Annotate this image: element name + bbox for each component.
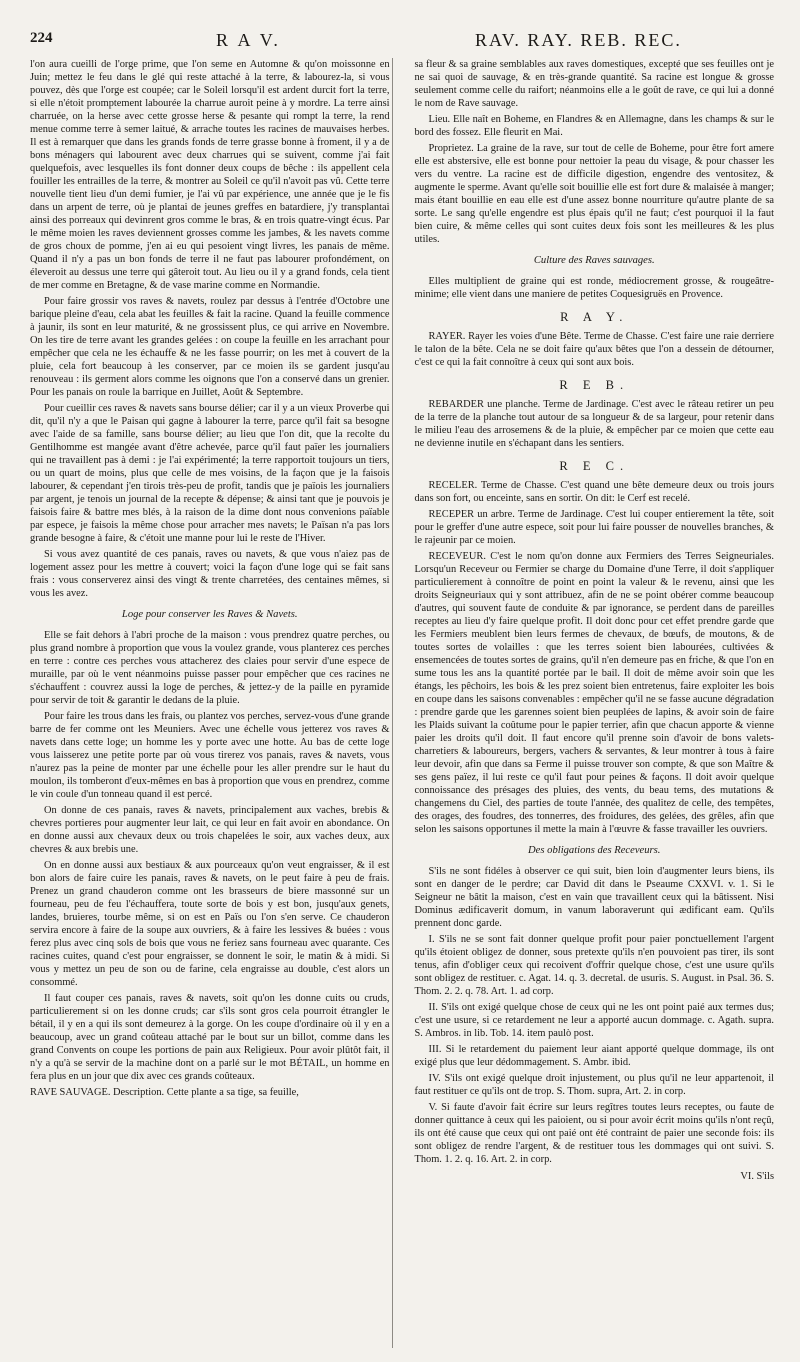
paragraph: S'ils ne sont fidéles à observer ce qui suit, bien loin d'augmenter leurs biens, ils sont en danger de le perdre; car David dit dans le Pseaume CXXVI. v. 1. Si le Seigneur ne bâtit la maison, c'est en vain que travaillent ceux qui la bâtissent. Nisi Dominus ædificaverit domum, in vanum laboraverunt qui ædificant eam. Qu'ils prennent donc garde. — [414, 866, 774, 929]
section-subheading: Des obligations des Receveurs. — [528, 845, 661, 856]
running-head-left: R A V. — [216, 30, 281, 50]
entry-receveur: RECEVEUR. C'est le nom qu'on donne aux Fermiers des Terres Seigneuriales. Lorsqu'un Receveur ou Fermier se charge du Domaine d'une Terre, il doit s'appliquer particulierement à connoître de point en point la valeur & le revenu, ainsi que les droits Seigneuriaux qui y sont attribuez, afin de ne se point obérer comme beaucoup d'autres, qui souvent faute de conduite & par ignorance, se perdent dans de pareilles receptes au lieu d'y faire quelque profit. Il doit donc pour cet effet prendre garde que les Fermiers meublent bien leurs fermes de chevaux, de bœufs, de moutons, & de toutes sortes de volailles : que les terres soient bien labourées, cultivées & ensemencées de toutes sortes de grains, qu'il n'en demeure pas en friche, & que l'on en sume tous les ans la quantité portée par le bail. Il doit de même avoir soin que les étangs, les pêchoirs, les bois & les prez soient bien entretenus, faire exploiter les bois en coupe dans les saisons convenables : empêcher qu'il ne se fasse aucune dégradation : prendre garde que les garennes soient bien peuplées de lapins, & avoir soin de faire les Plaids suivant la coûtume pour le papier terrier, afin que chacun apporte & vienne paier les droits qu'il doit. Il faut encore qu'il prenne soin d'avoir de bons valets-charretiers & laboureurs, bergers, vachers & servantes, & leur montrer à tous à faire leur devoir, afin que dans sa Ferme il puisse trouver son compte, & que son Maître & ses gens païez, il lui reste ce qu'il faut pour peines & façons. Il doit avoir quelque connoissance des présages des pluies, des vents, du beau tems, des mutations & changemens du Ciel, des parties de toute l'année, des qualitez de celle, des tempêtes, des orages, des foudres, des tonnerres, des froidures, des gelées, des grêles, afin que selon les saisons opportunes il mette la main à l'œuvre & fasse travailler les ouvriers. — [414, 551, 774, 835]
paragraph: Si vous avez quantité de ces panais, raves ou navets, & que vous n'aiez pas de logement assez pour les mettre à couvert; voici la façon d'une loge qui se fait sans frais : vous conserverez ainsi des vingt & trente charretées, des centaines mêmes, si vous les avez. — [30, 549, 390, 599]
entry-rayer: RAYER. Rayer les voies d'une Bête. Terme de Chasse. C'est faire une raie derriere le talon de la bête. Cela ne se doit faire qu'aux bêtes que l'on a dessein de détourner, c'est ce qui la fait connoître à ceux qui sont aux bois. — [414, 331, 774, 368]
running-head-right: RAV. RAY. REB. REC. — [475, 30, 682, 50]
paragraph: On donne de ces panais, raves & navets, principalement aux vaches, brebis & chevres portieres pour augmenter leur lait, ce qui leur en fait avoir en abondance. On en donne aussi aux chevaux deux ou trois chapelées le soir, aux vaches deux, aux chevres & aux brebis une. — [30, 805, 390, 855]
entry-rave-sauvage: RAVE SAUVAGE. Description. Cette plante a sa tige, sa feuille, — [30, 1087, 299, 1098]
paragraph: Pour faire grossir vos raves & navets, roulez par dessus à l'entrée d'Octobre une barique pleine d'eau, cela abat les feuilles & fait la racine. Quand la feuille commence à jaunir, ils sont en leur maturité, & ne grossissent plus, ce qui arrive en Novembre. On les tire de terre avant les grandes gelées : on coupe la feuille en les arrachant pour empêcher que cela ne les échauffe & ne les fasse pourrir; on les met à couvert de la pluie, cela fort beaucoup à les conserver, par ce moien ils se gardent jusqu'au renouveau : ils germent alors comme les oignons que l'on a conservé dans un grenier. Pour les panais on roule la barrique en Juillet, Août & Septembre. — [30, 296, 390, 398]
page-number: 224 — [30, 30, 53, 46]
paragraph: IV. S'ils ont exigé quelque droit injustement, ou plus qu'il ne leur appartenoit, il faut restituer ce qu'ils ont de trop. S. Thom. supra, Art. 2. in corp. — [414, 1073, 774, 1097]
paragraph: l'on aura cueilli de l'orge prime, que l'on seme en Automne & qu'on moissonne en Juin; mettez le feu dans le glé qui reste attaché à la terre, & labourez-la, si vous pouvez, dès que l'orge est coupée; car le Soleil lorsqu'il est ardent durcit fort la terre, si elle n'étoit promptement labourée la charrue auroit peine à y mordre. La terre ainsi charruée, on la herse avec cette grosse herse & pesante qui rompt la terre, la rend menue comme terre à semer laitué, & arrache toutes les racines de mauvaises herbes. Il est à remarquer que dans les grands fonds de terre grasse bonne à froment, il y a de bons ménagers qui labourent avec deux charrues qui se suivent, comme j'ai fait quelquefois, avec lesquelles ils font donner deux coups de bêche : ils appellent cela fouiller les entrailles de la terre, & montrer au Soleil ce qu'il n'avoit pas vû. Cette terre nouvelle tient lieu d'un demi fumier, je l'ai vû par expérience, une année que je le fis dans un arpent de terre, où je plantai de jeunes greffes en batardiere, j'y transplantai ainsi des porreaux qui devinrent gros comme le bras, & en trois quatre-vingt écus. Par le même moien les raves deviennent grosses comme les jambes, & les navets comme de gros choux de pomme, j'en ai eu qui pesoient vingt livres, les panais de même. Quand il n'y a pas un bon fonds de terre il ne faut pas labourer profondément, on éleveroit au dessus une terre qui gâteroit tout. Au lieu ou il y a grand fonds, cela tient de mer comme en Bretagne, & de vase marine comme en Normandie. — [30, 59, 390, 291]
letter-heading-ray: R A Y. — [560, 310, 629, 324]
paragraph: sa fleur & sa graine semblables aux raves domestiques, excepté que ses feuilles ont je ne sai quoi de sauvage, & en très-grande quantité. Sa racine est longue & grosse seulement comme celle du raifort; néanmoins elle a le goût de rave, ce qui lui a donné le nom de Rave sauvage. — [414, 59, 774, 109]
paragraph: Pour faire les trous dans les frais, ou plantez vos perches, servez-vous d'une grande barre de fer comme ont les Meuniers. Avec une échelle vous jetterez vos raves & navets dans cette loge; un homme les y porte avec une hotte. Au bas de cette loge vous laisserez une petite porte par où vous tirerez vos panais, raves & navets, vous n'aurez pas la peine de monter par une échelle pour les aller prendre sur le haut du moulon, ils tomberont d'eux-mêmes en bas à proportion que vous en prendrez, comme le vin coule d'un tonneau quand il est percé. — [30, 711, 390, 800]
section-subheading: Loge pour conserver les Raves & Navets. — [121, 609, 298, 620]
paragraph: On en donne aussi aux bestiaux & aux pourceaux qu'on veut engraisser, & il est bon alors de faire cuire les panais, raves & navets, on le peut faire à peu de frais. Prenez un grand chauderon comme ont les brasseurs de biere massonné sur un fourneau, peu de feu l'échauffera, toute sorte de bois y est bon, jusqu'aux genets, landes, bruieres, tourbe même, si on est en Païs ou l'on s'en serve. Ce chauderon servira encore à faire de la soupe aux ouvriers, & à faire les lessives & buées : vous ferez plus avec cinq sols de bois que vous ne feriez sans fourneau avec quarante. Ces racines cuites, quand c'est pour engraisser, se donnent le soir, le matin & à midi. Si vous y mettez un peu de son ou de farine, cela engraisse au double, c'est alors un consommé. — [30, 860, 390, 988]
paragraph: Elle se fait dehors à l'abri proche de la maison : vous prendrez quatre perches, ou plus grand nombre à proportion que vous la voulez grande, vous planterez ces perches en terre : contre ces perches vous attacherez des claies pour servir d'une espece de muraille, par où le vent néanmoins puisse passer pour empêcher que ces racines ne s'échauffent : couvrez aussi la loge de perches, & jettez-y de la paille en pyramide pour servir de toit & garantir le dedans de la pluie. — [30, 630, 390, 706]
paragraph: Pour cueillir ces raves & navets sans bourse délier; car il y a un vieux Proverbe qui dit, qu'il n'y a que le Paisan qui gagne à labourer la terre, parce qu'il fait sa besogne avec l'aide de sa famille, sans bourse délier; au lieu que l'on dit, que la recolte du Gentilhomme est mangée avant d'être achevée, parce qu'il faut païer les journaliers qui ne travaillent pas à demi : je l'ai expérimenté; la terre rapportoit toujours un tiers, ou un quart de moins, plus que celle de mes voisins, de la façon que je la faisois labourer, & cependant j'en tirois très-peu de profit, tandis que je païois les journaliers par argent, je tenois un journal de la recepte & dépense; & ainsi tant que je pouvois je faisois faire & battre mes blés, à la raison de la dime dont nous convenions païable par espece, je faisois la même chose pour arracher mes navets; le Païsan n'a pas lors grande besogne à faire, & c'étoit une manne pour lui le reste de l'Hiver. — [30, 403, 390, 544]
entry-receper: RECEPER un arbre. Terme de Jardinage. C'est lui couper entierement la tête, soit pour le greffer d'une autre espece, soit pour lui faire pousser de nouvelles branches, & le rajeunir par ce moien. — [414, 509, 774, 546]
paragraph: Il faut couper ces panais, raves & navets, soit qu'on les donne cuits ou cruds, particulierement si on les donne cruds; car s'ils sont gros cela pourroit étrangler le bétail, il y en a qui ils sont demeurez à la gorge. On les coupe d'ordinaire où il y en a beaucoup, avec un grand coûteau attaché par le bout sur un billot, comme dans les grand Convents on coupe les portions de pain aux Religieux. Pour avoir plûtôt fait, il n'y a qu'à se servir de la machine dont on a parlé sur le mot BÉTAIL, un homme en fera plus en un jour que dix avec ces grands coûteaux. — [30, 993, 390, 1082]
paragraph: Proprietez. La graine de la rave, sur tout de celle de Boheme, pour être fort amere elle est abstersive, elle est bonne pour nettoier la peau du visage, & pour chasser les vers du ventre. La racine est de difficile digestion, engendre des ventositez, & augmente le sperme. Avant qu'elle soit bouillie elle est fort dure & malaisée à manger; mais étant bouillie en eau elle est d'une assez bonne nourriture qu'autre plante de sa sorte. Le sang qu'elle engendre est plus épais qu'il ne faut; c'est pourquoi il la faut bien cuire, & même celles qui sont cuites deux fois sont les meilleures & les plus utiles. — [414, 143, 774, 245]
letter-heading-reb: R E B. — [559, 378, 630, 392]
paragraph: V. Si faute d'avoir fait écrire sur leurs regîtres toutes leurs receptes, ou faute de donner quittance à ceux qui les paioient, ou si pour avoir écrit moins qu'ils n'ont reçû, ils ont été cause que ceux qui ont paié ont été contraint de paier une seconde fois: ils sont obligez de rendre l'argent, & de restituer tous les dommages qui ont suivi. S. Thom. 1. 2. q. 16. Art. 2. in corp. — [414, 1102, 774, 1165]
catchword: VI. S'ils — [740, 1171, 774, 1182]
page-header — [30, 30, 774, 58]
paragraph: Lieu. Elle naît en Boheme, en Flandres & en Allemagne, dans les champs & sur le bord des fossez. Elle fleurit en Mai. — [414, 114, 774, 138]
right-column — [414, 58, 774, 1348]
left-column — [30, 58, 390, 1348]
paragraph: III. Si le retardement du paiement leur aiant apporté quelque dommage, ils ont exigé plus que leur dédommagement. S. Ambr. ibid. — [414, 1044, 774, 1068]
paragraph: I. S'ils ne se sont fait donner quelque profit pour paier ponctuellement l'argent qu'ils étoient obligez de donner, sous pretexte qu'ils n'en pouvoient pas tirer, ils sont tenus, afin d'obliger ceux qui recoivent d'offrir quelque chose, c'est une usure qu'ils sont obligez de restituer. c. Agat. 14. q. 3. decretal. de usuris. S. August. in Psal. 36. S. Thom. 2. 2. q. 78. Art. 1. ad corp. — [414, 934, 774, 997]
paragraph: Elles multiplient de graine qui est ronde, médiocrement grosse, & rougeâtre-minime; elle vient dans une maniere de petites Coquesigruës en Provence. — [414, 276, 774, 300]
section-subheading: Culture des Raves sauvages. — [533, 255, 655, 266]
letter-heading-rec: R E C. — [559, 459, 630, 473]
entry-rebarder: REBARDER une planche. Terme de Jardinage. C'est avec le râteau retirer un peu de la terre de la planche tout autour de sa longueur & de sa largeur, pour retenir dans le milieu l'eau des arrosemens & de la pluie, & empêcher par ce moien que cette eau ne devienne inutile en s'échapant dans les sentiers. — [414, 399, 774, 449]
entry-receler: RECELER. Terme de Chasse. C'est quand une bête demeure deux ou trois jours dans son fort, ou enceinte, sans en sortir. On dit: le Cerf est recelé. — [414, 480, 774, 504]
paragraph: II. S'ils ont exigé quelque chose de ceux qui ne les ont point paié aux termes dus; c'est une usure, si ce retardement ne leur a apporté aucun dommage. c. Agath. supra. S. Ambros. in lib. Tob. 14. item paulò post. — [414, 1002, 774, 1039]
column-divider — [392, 58, 393, 1348]
